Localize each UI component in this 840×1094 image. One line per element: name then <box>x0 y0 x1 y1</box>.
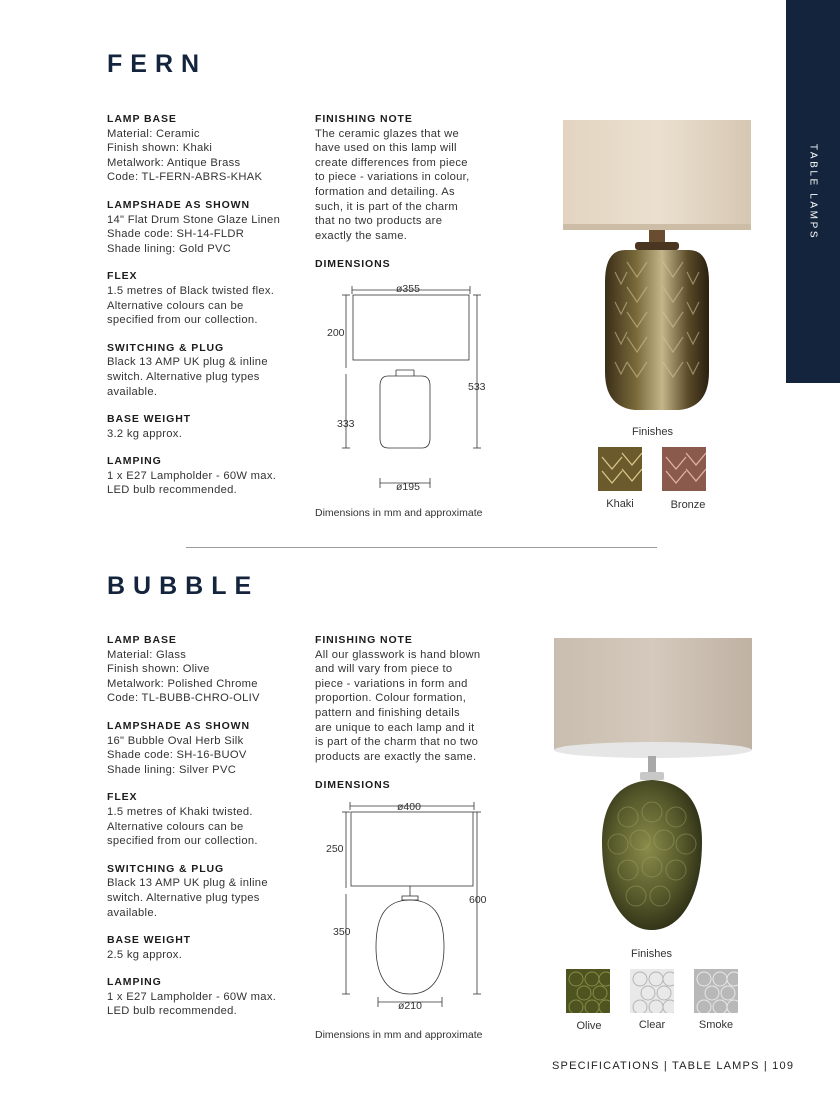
bubble-shade <box>554 638 752 750</box>
bubble-switching <box>107 862 276 920</box>
bubble-swatch-clear[interactable] <box>630 969 674 1013</box>
spec-line: specified from our collection. <box>107 835 258 848</box>
note-line: products are exactly the same. <box>315 750 477 763</box>
shade-outline <box>353 295 469 360</box>
bubble-finishes-label: Finishes <box>631 948 672 960</box>
bubble-dimension-diagram <box>322 802 492 1014</box>
fern-lamping <box>107 454 280 498</box>
bubble-total-height: 600 <box>469 894 487 906</box>
spec-line: Alternative colours can be <box>107 820 244 833</box>
fern-weight <box>107 412 280 441</box>
section-heading: BASE WEIGHT <box>107 934 191 947</box>
note-line: are unique to each lamp and it <box>315 721 475 734</box>
bubble-lampshade <box>107 719 276 777</box>
section-heading: SWITCHING & PLUG <box>107 862 225 875</box>
fern-base-width: ø195 <box>396 481 420 493</box>
shade-outline <box>351 812 473 886</box>
note-line: formation and detailing. As <box>315 185 455 198</box>
spec-line: Material: Glass <box>107 648 187 661</box>
bubble-finishing-note <box>315 633 480 793</box>
section-heading: DIMENSIONS <box>315 258 391 271</box>
bubble-swatch-label-olive: Olive <box>576 1020 602 1032</box>
spec-line: Black 13 AMP UK plug & inline <box>107 877 268 890</box>
fern-finishing-note <box>315 112 470 272</box>
bubble-base-width: ø210 <box>398 1000 422 1012</box>
note-line: All our glasswork is hand blown <box>315 648 481 661</box>
bubble-swatch-olive[interactable] <box>566 969 610 1013</box>
section-heading: BASE WEIGHT <box>107 413 191 426</box>
section-heading: FINISHING NOTE <box>315 634 413 646</box>
fern-lampshade <box>107 198 280 256</box>
fern-shade-width: ø355 <box>396 283 420 295</box>
fern-shade-height: 200 <box>327 327 345 339</box>
spec-line: 16" Bubble Oval Herb Silk <box>107 734 244 747</box>
section-heading: LAMPSHADE AS SHOWN <box>107 198 250 211</box>
fern-lamp-base <box>107 112 280 185</box>
spec-line: 14" Flat Drum Stone Glaze Linen <box>107 213 281 226</box>
spec-line: Metalwork: Antique Brass <box>107 156 241 169</box>
fern-swatch-bronze[interactable] <box>662 447 706 491</box>
fern-dimension-diagram <box>322 282 492 492</box>
spec-line: Material: Ceramic <box>107 127 200 140</box>
bubble-dimensions-note: Dimensions in mm and approximate <box>315 1029 483 1041</box>
bubble-swatch-label-clear: Clear <box>638 1019 666 1031</box>
note-line: proportion. Colour formation, <box>315 692 467 705</box>
base-outline <box>380 376 430 448</box>
spec-line: switch. Alternative plug types <box>107 891 260 904</box>
fern-shade <box>563 120 751 230</box>
bubble-weight <box>107 933 276 962</box>
note-line: and will vary from piece to <box>315 663 453 676</box>
spec-line: Finish shown: Khaki <box>107 142 213 155</box>
bubble-lamp-image <box>548 632 760 937</box>
section-heading: LAMPSHADE AS SHOWN <box>107 719 250 732</box>
section-heading: LAMPING <box>107 455 162 468</box>
side-tab <box>786 0 840 383</box>
spec-line: specified from our collection. <box>107 314 258 327</box>
fern-base-height: 333 <box>337 418 355 430</box>
section-heading: LAMPING <box>107 976 162 989</box>
fern-title: FERN <box>107 50 208 78</box>
spec-line: Shade lining: Silver PVC <box>107 763 237 776</box>
note-line: to piece - variations in colour, <box>315 171 470 184</box>
fern-swatch-label-bronze: Bronze <box>670 499 706 511</box>
bubble-base-height: 350 <box>333 926 351 938</box>
note-line: have used on this lamp will <box>315 142 457 155</box>
note-line: pattern and finishing details <box>315 706 460 719</box>
bubble-title: BUBBLE <box>107 572 260 600</box>
note-line: such, it is part of the charm <box>315 200 459 213</box>
page-footer: SPECIFICATIONS | TABLE LAMPS | 109 <box>552 1060 795 1072</box>
note-line: exactly the same. <box>315 229 408 242</box>
note-line: piece - variations in form and <box>315 677 468 690</box>
spec-line: Metalwork: Polished Chrome <box>107 677 258 690</box>
spec-line: 1 x E27 Lampholder - 60W max. <box>107 469 277 482</box>
spec-line: 1 x E27 Lampholder - 60W max. <box>107 990 277 1003</box>
spec-line: Code: TL-FERN-ABRS-KHAK <box>107 171 263 184</box>
section-heading: FINISHING NOTE <box>315 113 413 125</box>
bubble-swatch-smoke[interactable] <box>694 969 738 1013</box>
fern-swatch-khaki[interactable] <box>598 447 642 491</box>
bubble-shade-width: ø400 <box>397 801 421 813</box>
section-heading: SWITCHING & PLUG <box>107 341 225 354</box>
section-divider <box>186 547 657 548</box>
fern-flex <box>107 269 280 327</box>
bubble-shade-height: 250 <box>326 843 344 855</box>
section-heading: FLEX <box>107 791 138 804</box>
bubble-spec-column <box>107 633 276 1032</box>
fern-spec-column <box>107 112 280 511</box>
base-outline <box>376 900 444 994</box>
fern-switching <box>107 341 280 399</box>
spec-line: 2.5 kg approx. <box>107 948 183 961</box>
note-line: The ceramic glazes that we <box>315 127 459 140</box>
spec-line: LED bulb recommended. <box>107 484 238 497</box>
spec-line: Shade lining: Gold PVC <box>107 242 232 255</box>
spec-line: Code: TL-BUBB-CHRO-OLIV <box>107 692 260 705</box>
note-line: is part of the charm that no two <box>315 736 479 749</box>
bubble-lamping <box>107 975 276 1019</box>
fern-lamp-image <box>555 112 760 422</box>
section-heading: DIMENSIONS <box>315 779 391 792</box>
spec-line: Finish shown: Olive <box>107 663 210 676</box>
spec-line: 3.2 kg approx. <box>107 427 183 440</box>
fern-total-height: 533 <box>468 381 486 393</box>
note-line: that no two products are <box>315 215 443 228</box>
note-line: create differences from piece <box>315 156 468 169</box>
bubble-flex <box>107 790 276 848</box>
fern-swatch-label-khaki: Khaki <box>606 498 634 510</box>
spec-line: LED bulb recommended. <box>107 1005 238 1018</box>
bubble-lamp-base <box>107 633 276 706</box>
fern-base <box>605 250 709 410</box>
side-tab-label: TABLE LAMPS <box>807 143 819 241</box>
spec-line: 1.5 metres of Black twisted flex. <box>107 284 275 297</box>
bubble-swatch-label-smoke: Smoke <box>698 1019 734 1031</box>
spec-line: Shade code: SH-16-BUOV <box>107 749 247 762</box>
spec-line: Alternative colours can be <box>107 299 244 312</box>
fern-dimensions-note: Dimensions in mm and approximate <box>315 507 483 519</box>
spec-line: Shade code: SH-14-FLDR <box>107 228 245 241</box>
section-heading: FLEX <box>107 270 138 283</box>
spec-line: switch. Alternative plug types <box>107 370 260 383</box>
spec-line: available. <box>107 385 158 398</box>
fern-finishes-label: Finishes <box>632 426 673 438</box>
spec-line: Black 13 AMP UK plug & inline <box>107 356 268 369</box>
spec-line: available. <box>107 906 158 919</box>
spec-line: 1.5 metres of Khaki twisted. <box>107 805 253 818</box>
section-heading: LAMP BASE <box>107 113 177 125</box>
section-heading: LAMP BASE <box>107 634 177 646</box>
